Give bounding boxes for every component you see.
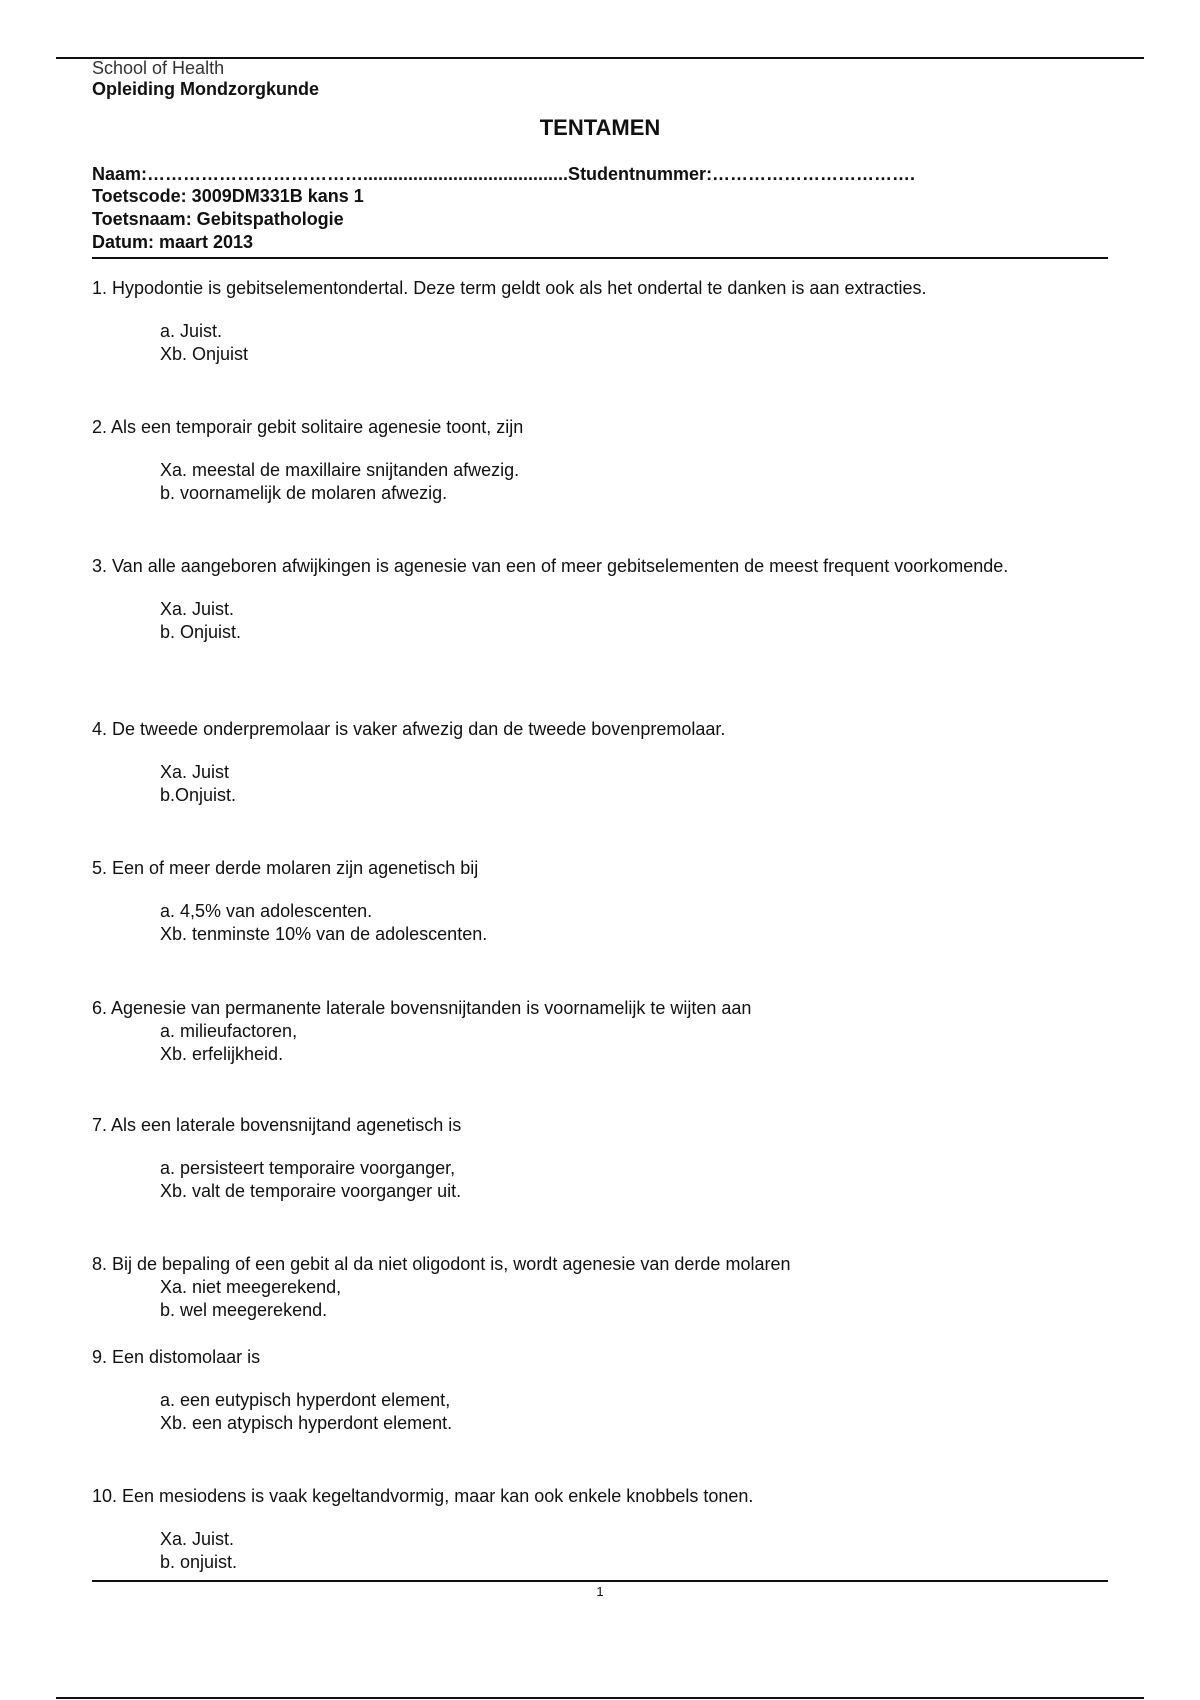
question-5: [92, 856, 1112, 946]
answer-option-b: b. wel meegerekend.: [160, 1300, 328, 1320]
answer-options: [160, 1157, 1112, 1203]
question-2: [92, 415, 1112, 505]
answer-option-b: Xb. Onjuist: [160, 344, 249, 364]
answer-options: [160, 1528, 1112, 1574]
exam-date: Datum: maart 2013: [92, 232, 254, 252]
answer-option-a: Xa. Juist.: [160, 599, 235, 619]
answer-options: [160, 320, 1112, 366]
question-text: 4. De tweede onderpremolaar is vaker afwezig dan de tweede bovenpremolaar.: [92, 719, 726, 739]
question-10: [92, 1484, 1112, 1574]
question-text: 6. Agenesie van permanente laterale bovensnijtanden is voornamelijk te wijten aan: [92, 998, 752, 1018]
answer-option-b: b. voornamelijk de molaren afwezig.: [160, 483, 448, 503]
answer-options: [160, 900, 1112, 946]
answer-option-a: a. Juist.: [160, 321, 223, 341]
answer-option-a: Xa. Juist.: [160, 1529, 235, 1549]
test-name: Toetsnaam: Gebitspathologie: [92, 209, 344, 229]
answer-option-b: b.Onjuist.: [160, 785, 237, 805]
program-name: Opleiding Mondzorgkunde: [92, 79, 319, 99]
answer-options: [160, 1020, 1112, 1066]
test-code: Toetscode: 3009DM331B kans 1: [92, 186, 364, 206]
answer-option-a: Xa. Juist: [160, 762, 230, 782]
question-8: [92, 1252, 1112, 1322]
answer-option-b: Xb. valt de temporaire voorganger uit.: [160, 1181, 462, 1201]
question-7: [92, 1113, 1112, 1203]
question-1: [92, 276, 1112, 366]
answer-option-b: Xb. erfelijkheid.: [160, 1044, 284, 1064]
answer-option-a: Xa. niet meegerekend,: [160, 1277, 342, 1297]
exam-title: TENTAMEN: [539, 115, 661, 140]
question-text: 9. Een distomolaar is: [92, 1347, 261, 1367]
answer-option-b: Xb. een atypisch hyperdont element.: [160, 1413, 453, 1433]
answer-options: [160, 1276, 1112, 1322]
answer-options: [160, 459, 1112, 505]
school-name: School of Health: [92, 58, 225, 78]
answer-options: [160, 598, 1112, 644]
footer-rule: [92, 1580, 1108, 1582]
question-4: [92, 717, 1112, 807]
answer-option-a: a. persisteert temporaire voorganger,: [160, 1158, 456, 1178]
question-text: 5. Een of meer derde molaren zijn agenetisch bij: [92, 858, 479, 878]
answer-option-a: a. milieufactoren,: [160, 1021, 298, 1041]
answer-options: [160, 1389, 1112, 1435]
question-text: 7. Als een laterale bovensnijtand agenetisch is: [92, 1115, 462, 1135]
question-9: [92, 1345, 1112, 1435]
answer-option-b: b. Onjuist.: [160, 622, 242, 642]
question-6: [92, 996, 1112, 1066]
answer-option-b: b. onjuist.: [160, 1552, 238, 1572]
answer-option-a: Xa. meestal de maxillaire snijtanden afwezig.: [160, 460, 520, 480]
question-text: 2. Als een temporair gebit solitaire agenesie toont, zijn: [92, 417, 524, 437]
page-number: 1: [596, 1584, 604, 1599]
answer-option-a: a. 4,5% van adolescenten.: [160, 901, 373, 921]
page-bottom-rule: [56, 1697, 1144, 1699]
answer-option-a: a. een eutypisch hyperdont element,: [160, 1390, 451, 1410]
question-text: 8. Bij de bepaling of een gebit al da niet oligodont is, wordt agenesie van derde molaren: [92, 1254, 791, 1274]
question-text: 1. Hypodontie is gebitselementondertal. Deze term geldt ook als het ondertal te danken is aan extracties.: [92, 278, 927, 298]
question-text: 3. Van alle aangeboren afwijkingen is agenesie van een of meer gebitselementen de meest frequent voorkomende.: [92, 556, 1009, 576]
answer-options: [160, 761, 1112, 807]
question-text: 10. Een mesiodens is vaak kegeltandvormig, maar kan ook enkele knobbels tonen.: [92, 1486, 754, 1506]
question-3: [92, 554, 1112, 644]
header-divider: [92, 257, 1108, 259]
answer-option-b: Xb. tenminste 10% van de adolescenten.: [160, 924, 488, 944]
name-student-number-line: Naam:……………………………….........................................Studentnummer:…………………………….: [92, 164, 916, 184]
